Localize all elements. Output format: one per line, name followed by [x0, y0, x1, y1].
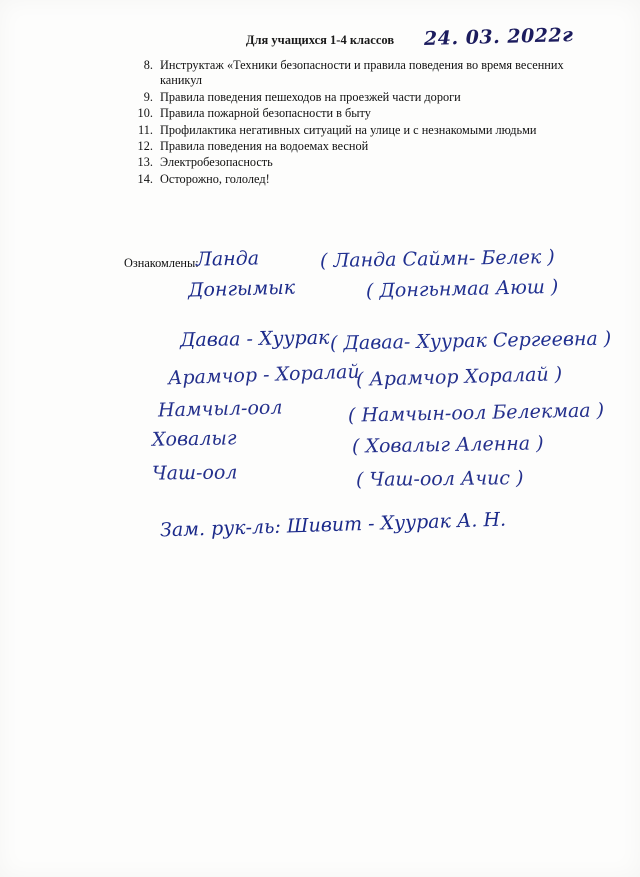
list-item: 12. Правила поведения на водоемах весной [156, 139, 576, 154]
signature-paren: ( Намчын-оол Белекмаа ) [347, 399, 605, 427]
signature-name: Донгымык [187, 276, 296, 302]
signature-name: Даваа - Хуурак [179, 326, 330, 352]
signature-name: Чаш-оол [151, 461, 238, 485]
signature-name: Ховалыг [151, 427, 237, 451]
signature-name: Ланда [195, 247, 260, 271]
header-title: Для учащихся 1-4 классов [245, 32, 395, 47]
signature-paren: ( Донгьнмаа Аюш ) [365, 275, 559, 303]
signature-paren: ( Даваа- Хуурак Сергеевна ) [329, 327, 612, 355]
list-item: 10. Правила пожарной безопасности в быту [156, 106, 576, 121]
list-item: 13. Электробезопасность [156, 155, 576, 170]
acknowledgement-label: Ознакомлены: [124, 256, 199, 270]
signature-paren: ( Арамчор Хоралай ) [355, 363, 563, 391]
signature-paren: ( Ховалыг Аленна ) [351, 432, 544, 458]
list-item: 8. Инструктаж «Техники безопасности и правила поведения во время весенних каникул [156, 58, 576, 89]
signature-paren: ( Ланда Саймн- Белек ) [319, 245, 555, 273]
instruction-list [128, 58, 576, 188]
list-item: 11. Профилактика негативных ситуаций на улице и с незнакомыми людьми [156, 123, 576, 138]
footer-signature: Зам. рук-ль: Шивит - Хуурак А. Н. [159, 508, 507, 542]
signature-paren: ( Чаш-оол Ачис ) [355, 467, 524, 491]
handwritten-date: 24. 03. 2022г [423, 24, 574, 50]
list-item: 9. Правила поведения пешеходов на проезжей части дороги [156, 90, 576, 105]
signature-name: Намчыл-оол [157, 396, 283, 422]
list-item: 14. Осторожно, гололед! [156, 172, 576, 187]
signature-name: Арамчор - Хоралай [167, 360, 360, 390]
